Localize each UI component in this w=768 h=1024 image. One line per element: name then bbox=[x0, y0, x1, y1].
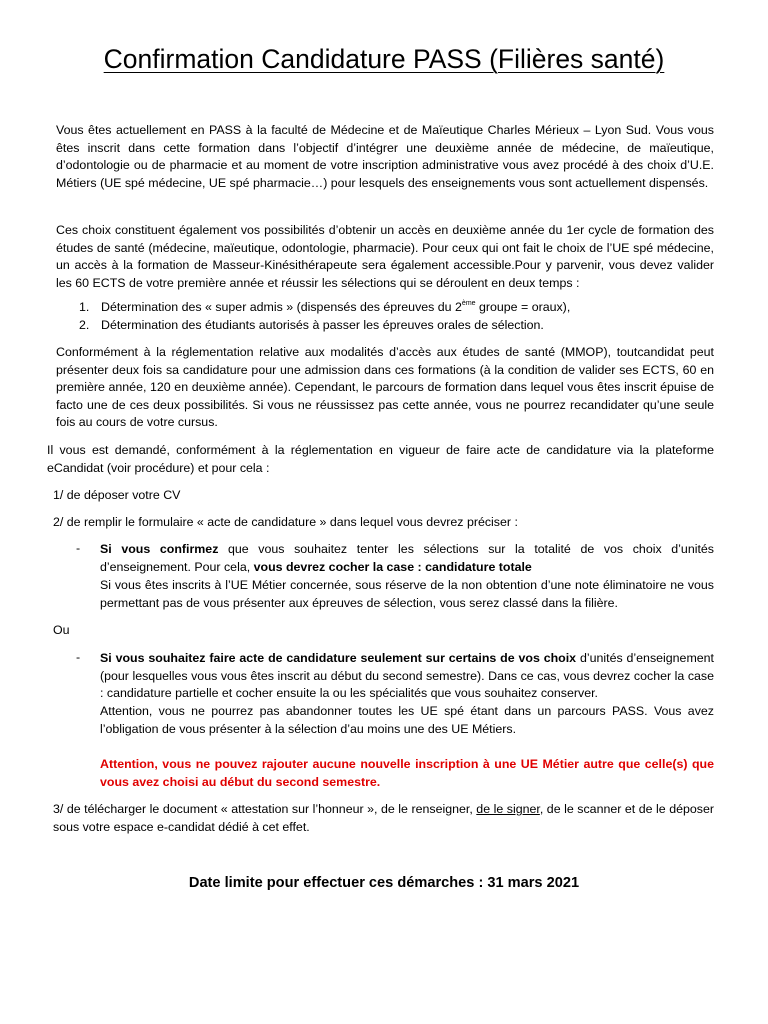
bullet-dash: - bbox=[76, 650, 81, 664]
option-partial-paragraph: Si vous souhaitez faire acte de candidature seulement sur certains de vos choix d’unités d’enseignement (pour lesquelles vous vous êtes inscrit au début du second semestre). Dans ce cas, vous devrez cocher la case : candidature partielle et cocher ensuite la ou les spécialités que vous souhaitez conserver. bbox=[100, 651, 714, 701]
list-item: 1. Détermination des « super admis » (dispensés des épreuves du 2ème groupe = oraux), bbox=[79, 299, 571, 314]
list-item: 2. Détermination des étudiants autorisés à passer les épreuves orales de sélection. bbox=[79, 318, 544, 332]
selection-steps-list bbox=[79, 298, 719, 334]
bullet-dash: - bbox=[76, 541, 81, 555]
request-paragraph: Il vous est demandé, conformément à la réglementation en vigueur de faire acte de candidature via la plateforme eCandidat (voir procédure) et pour cela : bbox=[47, 443, 714, 475]
step-2-text: 2/ de remplir le formulaire « acte de candidature » dans lequel vous devrez préciser : bbox=[53, 515, 518, 529]
list-number: 2. bbox=[79, 318, 90, 332]
regulation-paragraph: Conformément à la réglementation relative aux modalités d’accès aux études de santé (MMOP), toutcandidat peut présenter deux fois sa candidature pour une admission dans ces formations (à la condition de valider ses ECTS, 60 en première année, 120 en deuxième année). Cependant, le parcours de formation dans lequel vous êtes inscrit épuise de facto une de ces deux possibilités. Si vous ne réussissez pas cette année, vous ne pourrez recandidater qu’une seule fois au cours de votre cursus. bbox=[56, 345, 714, 430]
option-partial-attention: Attention, vous ne pourrez pas abandonner toutes les UE spé étant dans un parcours PASS. Vous avez l’obligation de vous présenter à la sélection d’au moins une des UE Métiers. bbox=[100, 704, 714, 736]
option-total-note: Si vous êtes inscrits à l’UE Métier concernée, sous réserve de la non obtention d’une note éliminatoire ne vous permettant pas de vous présenter aux épreuves de sélection, vous serez classé dans la filière. bbox=[100, 578, 714, 610]
step-3-text: 3/ de télécharger le document « attestation sur l’honneur », de le renseigner, de le signer, de le scanner et de le déposer sous votre espace e-candidat dédié à cet effet. bbox=[53, 802, 714, 834]
deadline-notice: Date limite pour effectuer ces démarches : 31 mars 2021 bbox=[188, 875, 580, 891]
warning-text: Attention, vous ne pouvez rajouter aucune nouvelle inscription à une UE Métier autre que celle(s) que vous avez choisi au début du second semestre. bbox=[100, 757, 714, 789]
intro-paragraph-1: Vous êtes actuellement en PASS à la faculté de Médecine et de Maïeutique Charles Mérieux – Lyon Sud. Vous vous êtes inscrit dans cette formation dans l’objectif d’intégrer une deuxième année de médecine, de maïeutique, d’odontologie ou de pharmacie et au moment de votre inscription administrative vous avez procédé à des choix d’U.E. Métiers (UE spé médecine, UE spé pharmacie…) pour lesquels des enseignements vous sont actuellement dispensés. bbox=[56, 123, 714, 190]
or-label: Ou bbox=[53, 623, 70, 637]
intro-paragraph-2: Ces choix constituent également vos possibilités d’obtenir un accès en deuxième année du 1er cycle de formation des études de santé (médecine, maïeutique, odontologie, pharmacie). Pour ceux qui ont fait le choix de l’UE spé médecine, un accès à la formation de Masseur-Kinésithérapeute sera également accessible.Pour y parvenir, vous devez valider les 60 ECTS de votre première année et réussir les sélections qui se déroulent en deux temps : bbox=[56, 223, 714, 290]
step-1-text: 1/ de déposer votre CV bbox=[53, 488, 181, 502]
list-number: 1. bbox=[79, 300, 90, 314]
page-title: Confirmation Candidature PASS (Filières santé) bbox=[103, 44, 665, 74]
sign-emphasis: de le signer bbox=[476, 802, 540, 816]
option-total-paragraph: Si vous confirmez que vous souhaitez tenter les sélections sur la totalité de vos choix d’unités d’enseignement. Pour cela, vous devrez cocher la case : candidature totale bbox=[100, 542, 714, 574]
